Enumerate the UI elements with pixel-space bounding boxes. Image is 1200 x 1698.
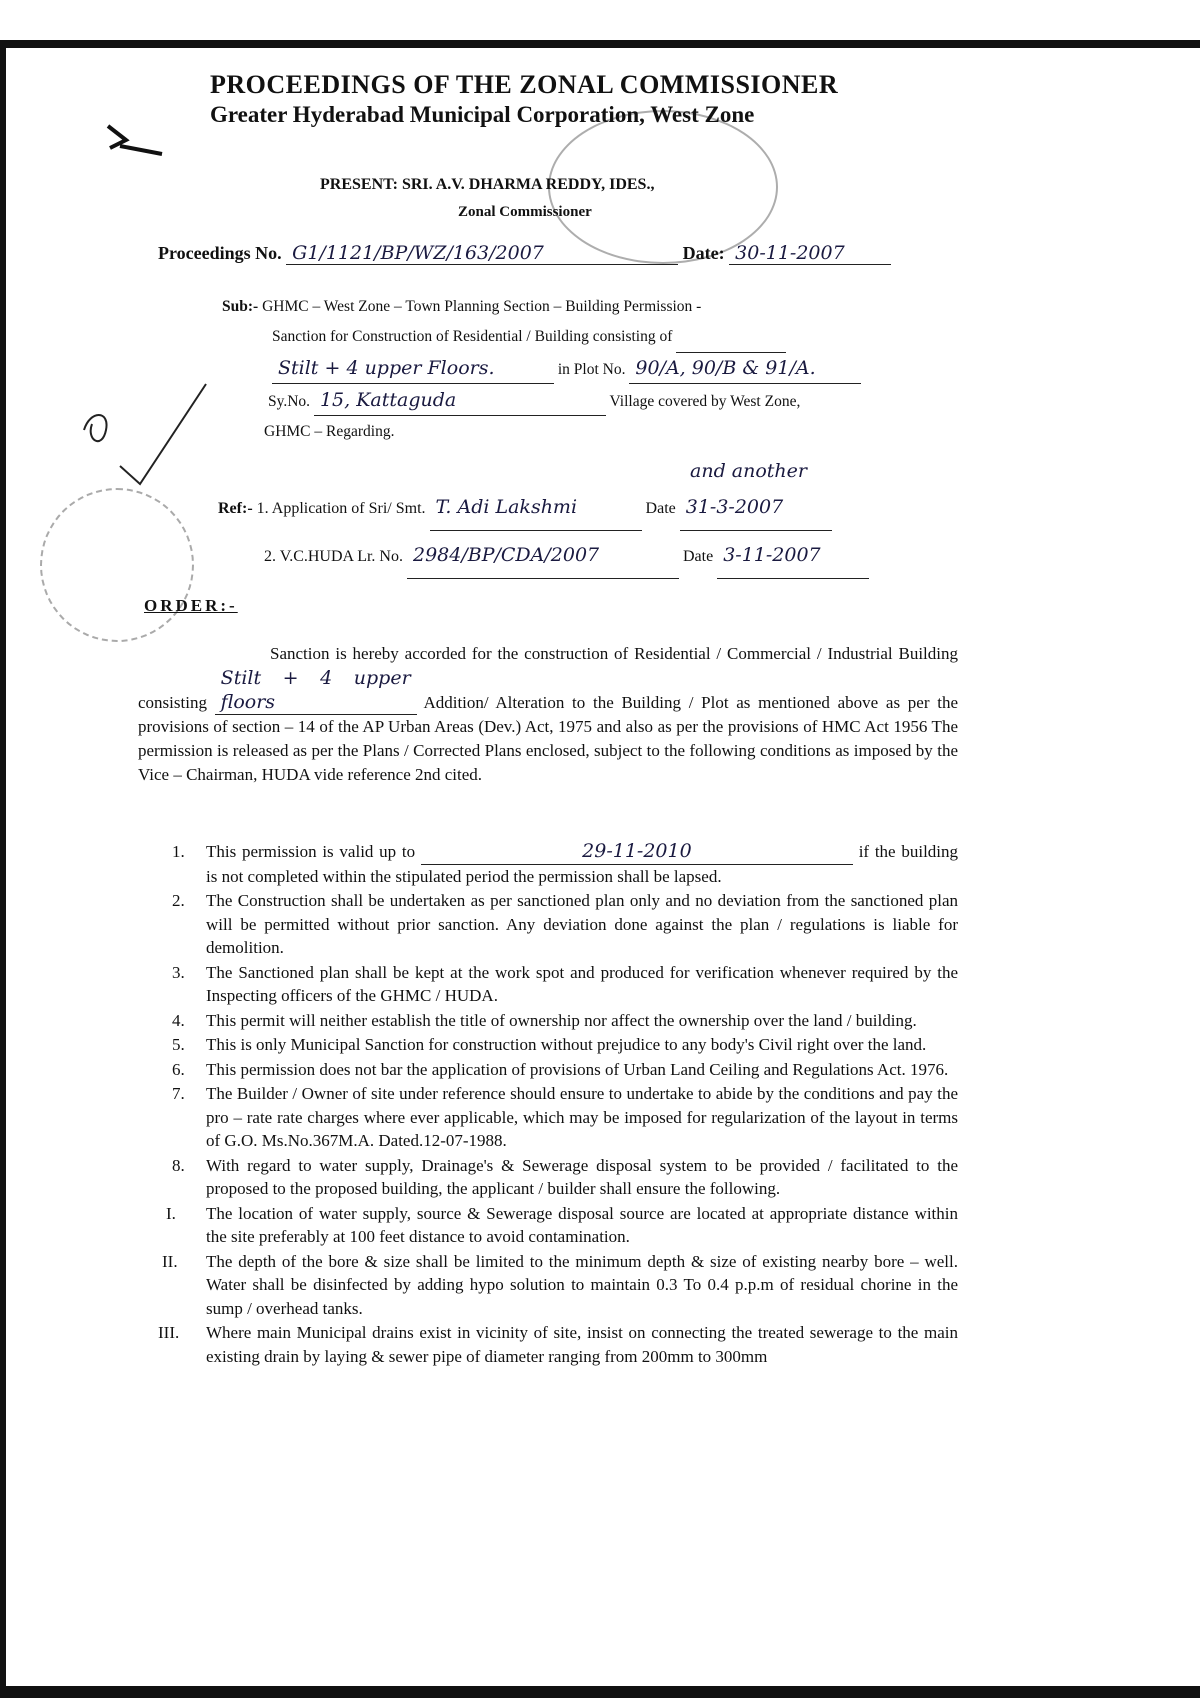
condition-text: With regard to water supply, Drainage's & Sewerage disposal system to be provided / facilitated to the proposed to the proposed building, the applicant / builder shall ensure the following.	[206, 1155, 958, 1198]
proceedings-date: 30-11-2007	[729, 242, 891, 265]
ref1-name: T. Adi Lakshmi	[430, 484, 642, 531]
condition-item	[160, 1082, 958, 1153]
condition-number: 7.	[172, 1084, 185, 1103]
check-mark-icon	[80, 380, 210, 490]
proceedings-row	[158, 242, 891, 265]
subject-line4	[222, 385, 922, 417]
condition-number: 6.	[172, 1059, 185, 1079]
condition-item	[160, 1009, 958, 1033]
condition-number: II.	[162, 1251, 178, 1271]
condition-item	[160, 1250, 958, 1321]
scan-left-border	[0, 40, 6, 1698]
scan-bottom-border	[0, 1686, 1200, 1698]
ref-prefix: Ref:-	[218, 500, 253, 517]
subject-block	[222, 292, 922, 447]
subject-line1: GHMC – West Zone – Town Planning Section – Building Permission -	[262, 298, 702, 315]
references-block	[218, 484, 869, 580]
subject-floors: Stilt + 4 upper Floors.	[272, 353, 554, 384]
present-officer: PRESENT: SRI. A.V. DHARMA REDDY, IDES.,	[320, 176, 655, 193]
condition-text: This permit will neither establish the title of ownership nor affect the ownership over the land / building.	[206, 1010, 917, 1030]
ref1-label: 1. Application of Sri/ Smt.	[256, 500, 426, 517]
condition-number: 2.	[172, 891, 185, 910]
plot-label: in Plot No.	[557, 361, 626, 378]
condition-item	[160, 1321, 958, 1368]
condition-text: This permission does not bar the application of provisions of Urban Land Ceiling and Regulations Act. 1976.	[206, 1059, 949, 1079]
subject-prefix: Sub:-	[222, 298, 259, 315]
condition-text-after: if the building is not completed within the stipulated period the permission shall be lapsed.	[206, 842, 959, 886]
condition-text: Where main Municipal drains exist in vicinity of site, insist on connecting the treated sewerage to the main existing drain by laying & sewer pipe of diameter ranging from 200mm to 300mm	[206, 1323, 958, 1366]
side-stamp	[40, 488, 194, 642]
corporation-title: Greater Hyderabad Municipal Corporation, West Zone	[210, 102, 755, 127]
reference-2	[218, 532, 869, 580]
condition-text: The depth of the bore & size shall be limited to the minimum depth & size of existing nearby bore – well. Water shall be disinfected by adding hypo solution to maintain 0.3 To 0.4 p.p.m of residual chorine in the sump / overhead tanks.	[206, 1251, 958, 1318]
ref2-label: 2. V.C.HUDA Lr. No.	[264, 548, 403, 565]
blank-line	[676, 322, 786, 353]
ref2-date-label: Date	[682, 548, 714, 565]
condition-text: The Sanctioned plan shall be kept at the work spot and produced for verification whenever required by the Inspecting officers of the GHMC / HUDA.	[206, 962, 958, 1005]
condition-number: 5.	[172, 1035, 185, 1054]
officer-designation: Zonal Commissioner	[458, 204, 592, 220]
conditions-list	[160, 840, 958, 1369]
condition-item	[160, 1154, 958, 1201]
condition-number: I.	[166, 1203, 176, 1223]
subject-line2	[222, 322, 922, 353]
condition-number: 4.	[172, 1010, 185, 1030]
ref2-date: 3-11-2007	[717, 532, 869, 579]
condition-text: This permission is valid up to	[206, 842, 416, 861]
condition-item	[160, 961, 958, 1008]
validity-date: 29-11-2010	[421, 840, 853, 865]
condition-number: III.	[158, 1323, 180, 1342]
proceedings-title: PROCEEDINGS OF THE ZONAL COMMISSIONER	[210, 70, 839, 99]
condition-number: 8.	[172, 1155, 185, 1175]
order-paragraph	[138, 642, 958, 787]
condition-item	[160, 1202, 958, 1249]
subject-sy: 15, Kattaguda	[314, 385, 606, 416]
ref1-date-label: Date	[645, 500, 676, 517]
condition-text: The Construction shall be undertaken as per sanctioned plan only and no deviation from the sanctioned plan will be permitted without prior sanction. Any deviation done against the plan / regulations is liable for demolition.	[206, 891, 958, 957]
condition-item	[160, 840, 958, 888]
subject-plot: 90/A, 90/B & 91/A.	[629, 353, 861, 384]
order-para-start: Sanction is hereby accorded for the construction of Residential / Commercial / Industrial Building consisting	[138, 644, 958, 712]
condition-item	[160, 889, 958, 960]
ink-mark-icon	[106, 118, 166, 158]
condition-text: The Builder / Owner of site under reference should ensure to undertake to abide by the conditions and pay the pro – rate rate charges where ever applicable, which may be imposed for regularization of the layout in terms of G.O. Ms.No.367M.A. Dated.12-07-1988.	[206, 1084, 958, 1150]
sy-label: Sy.No.	[268, 393, 311, 410]
order-para-rest: Addition/ Alteration to the Building / Plot as mentioned above as per the provisions of section – 14 of the AP Urban Areas (Dev.) Act, 1975 and also as per the provisions of HMC Act 1956 The permission is released as per the Plans / Corrected Plans enclosed, subject to the following conditions as imposed by the Vice – Chairman, HUDA vide reference 2nd cited.	[138, 693, 958, 784]
ref1-date: 31-3-2007	[680, 484, 832, 531]
condition-text: This is only Municipal Sanction for construction without prejudice to any body's Civil right over the land.	[206, 1035, 927, 1054]
condition-number: 3.	[172, 962, 185, 982]
proceedings-number: G1/1121/BP/WZ/163/2007	[286, 242, 678, 265]
ref-extra-note: and another	[690, 460, 807, 482]
condition-number: 1.	[172, 842, 185, 861]
subject-regarding: GHMC – Regarding.	[264, 423, 395, 440]
document-header	[210, 70, 838, 128]
order-heading: ORDER:-	[144, 596, 238, 615]
proceedings-date-label: Date:	[682, 243, 725, 263]
reference-1	[218, 484, 869, 532]
subject-line3	[222, 353, 922, 385]
ref2-number: 2984/BP/CDA/2007	[407, 532, 679, 579]
condition-item	[160, 1058, 958, 1082]
proceedings-label: Proceedings No.	[158, 243, 282, 263]
condition-text: The location of water supply, source & Sewerage disposal source are located at appropriate distance within the site preferably at 100 feet distance to avoid contamination.	[206, 1203, 958, 1246]
scan-top-border	[0, 40, 1200, 48]
condition-item	[160, 1033, 958, 1057]
order-para-floors: Stilt + 4 upper floors	[215, 666, 417, 715]
village-text: Village covered by West Zone,	[609, 393, 801, 410]
subject-line2-text: Sanction for Construction of Residential / Building consisting of	[272, 328, 673, 345]
